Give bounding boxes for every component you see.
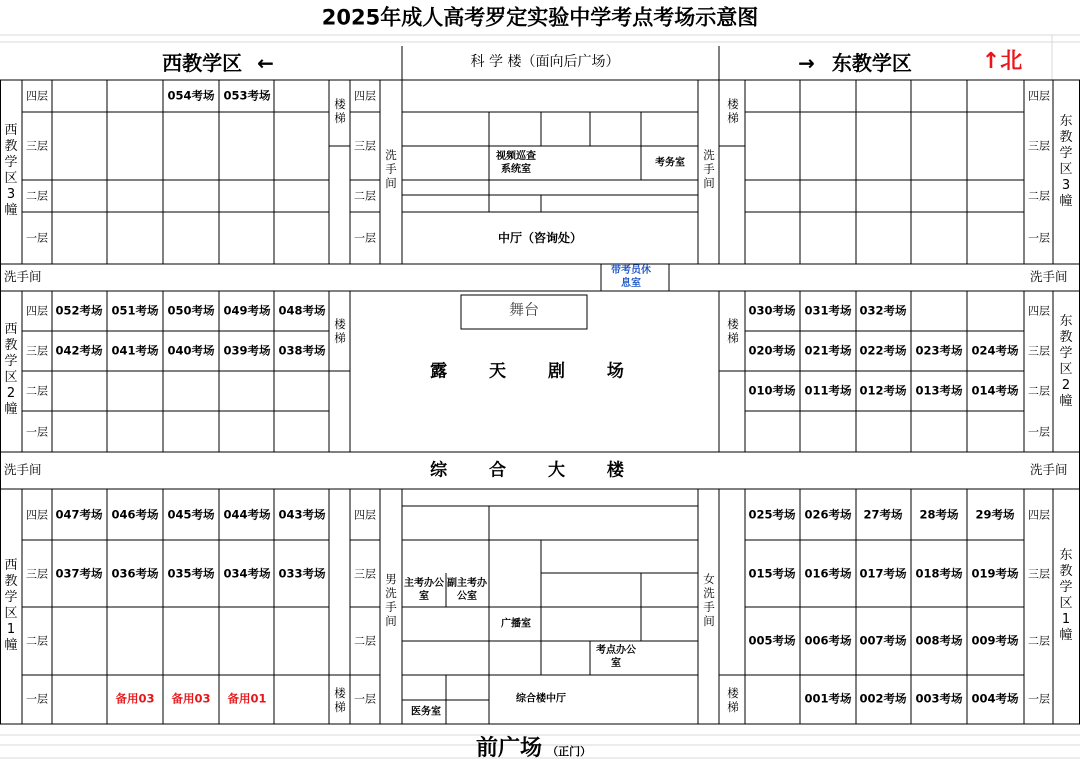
west1-inner-floor4: 四层 [354, 508, 376, 522]
exam-room: 017考场 [859, 566, 907, 581]
west2-floor4: 四层 [26, 304, 48, 318]
exam-room: 28考场 [919, 507, 959, 522]
east3-building-label: 东教学区3幢 [1059, 114, 1073, 209]
west1-inner-floor3: 三层 [354, 567, 376, 581]
exam-room: 009考场 [971, 633, 1019, 648]
east-zone-label [798, 53, 912, 73]
exam-room: 29考场 [975, 507, 1015, 522]
exam-room: 048考场 [278, 303, 326, 318]
front-square-label [476, 738, 591, 760]
west2-floor3: 三层 [26, 344, 48, 358]
east2-floor3: 三层 [1028, 344, 1050, 358]
east3-floor4: 四层 [1028, 89, 1050, 103]
east3-stairs: 楼梯 [727, 97, 739, 125]
exam-room: 001考场 [804, 691, 852, 706]
west1-floor4: 四层 [26, 508, 48, 522]
east1-floor1: 一层 [1028, 692, 1050, 706]
exam-room: 025考场 [748, 507, 796, 522]
exam-room: 008考场 [915, 633, 963, 648]
west3-inner-floor1: 一层 [354, 231, 376, 245]
east2-floor1: 一层 [1028, 425, 1050, 439]
east2-building-label: 东教学区2幢 [1059, 314, 1073, 409]
west1-floor3: 三层 [26, 567, 48, 581]
exam-room: 011考场 [804, 383, 852, 398]
exam-affairs-room: 考务室 [655, 157, 685, 169]
west2-building-label: 西教学区2幢 [4, 322, 18, 417]
west3-floor3: 三层 [26, 139, 48, 153]
west3-inner-floor4: 四层 [354, 89, 376, 103]
exam-room: 039考场 [223, 343, 271, 358]
exam-room: 005考场 [748, 633, 796, 648]
exam-room: 014考场 [971, 383, 1019, 398]
exam-room: 016考场 [804, 566, 852, 581]
west1-stairs: 楼梯 [334, 686, 346, 714]
washroom-row1-right: 洗手间 [1030, 269, 1068, 284]
male-washroom: 男洗手间 [385, 572, 397, 628]
female-washroom: 女洗手间 [703, 572, 715, 628]
west3-floor1: 一层 [26, 231, 48, 245]
exam-room: 036考场 [111, 566, 159, 581]
east3-floor2: 二层 [1028, 189, 1050, 203]
exam-room: 024考场 [971, 343, 1019, 358]
exam-room: 021考场 [804, 343, 852, 358]
exam-room: 004考场 [971, 691, 1019, 706]
west3-floor2: 二层 [26, 189, 48, 203]
exam-room: 006考场 [804, 633, 852, 648]
east1-floor3: 三层 [1028, 567, 1050, 581]
exam-room: 27考场 [863, 507, 903, 522]
exam-room: 007考场 [859, 633, 907, 648]
exam-room: 035考场 [167, 566, 215, 581]
exam-room: 051考场 [111, 303, 159, 318]
exam-room: 031考场 [804, 303, 852, 318]
medical-room: 医务室 [411, 706, 441, 718]
page-title: 2025年成人高考罗定实验中学考点考场示意图 [321, 5, 759, 30]
east2-floor2: 二层 [1028, 384, 1050, 398]
west-zone-text: 西教学区 [162, 51, 243, 75]
west3-stairs: 楼梯 [334, 97, 346, 125]
exam-room: 013考场 [915, 383, 963, 398]
chief-examiner-office: 主考办公室 [404, 578, 444, 602]
washroom-row2-right: 洗手间 [1030, 462, 1068, 477]
east2-floor4: 四层 [1028, 304, 1050, 318]
complex-central-hall: 综合楼中厅 [516, 693, 566, 705]
exam-room: 012考场 [859, 383, 907, 398]
exam-room: 045考场 [167, 507, 215, 522]
exam-room: 010考场 [748, 383, 796, 398]
science-building-label: 科 学 楼（面向后广场） [470, 54, 620, 70]
east-zone-text: 东教学区 [831, 51, 912, 75]
east3-floor1: 一层 [1028, 231, 1050, 245]
exam-room: 023考场 [915, 343, 963, 358]
west1-floor1: 一层 [26, 692, 48, 706]
exam-room: 019考场 [971, 566, 1019, 581]
west3-inner-floor3: 三层 [354, 139, 376, 153]
west3-floor4: 四层 [26, 89, 48, 103]
east1-floor2: 二层 [1028, 634, 1050, 648]
spare-room: 备用03 [115, 691, 155, 706]
science-washroom-west: 洗手间 [385, 148, 397, 190]
washroom-row1-left: 洗手间 [4, 269, 42, 284]
east-arrow-icon: → [798, 51, 815, 75]
science-washroom-east: 洗手间 [703, 148, 715, 190]
exam-room: 003考场 [915, 691, 963, 706]
exam-room: 052考场 [55, 303, 103, 318]
exam-room: 002考场 [859, 691, 907, 706]
west2-stairs: 楼梯 [334, 317, 346, 345]
west1-building-label: 西教学区1幢 [4, 558, 18, 653]
exam-room: 038考场 [278, 343, 326, 358]
west-zone-label [162, 53, 274, 73]
central-hall-info-desk: 中厅（咨询处） [497, 231, 583, 245]
exam-room: 026考场 [804, 507, 852, 522]
exam-room: 050考场 [167, 303, 215, 318]
washroom-row2-left: 洗手间 [4, 462, 42, 477]
west1-floor2: 二层 [26, 634, 48, 648]
front-square-text: 前广场 [476, 736, 543, 761]
video-patrol-room: 视频巡查系统室 [496, 151, 536, 175]
exam-room: 047考场 [55, 507, 103, 522]
exam-room: 043考场 [278, 507, 326, 522]
east1-stairs: 楼梯 [727, 686, 739, 714]
west2-floor1: 一层 [26, 425, 48, 439]
east1-floor4: 四层 [1028, 508, 1050, 522]
east2-stairs: 楼梯 [727, 317, 739, 345]
exam-room: 041考场 [111, 343, 159, 358]
exam-room: 042考场 [55, 343, 103, 358]
exam-room: 046考场 [111, 507, 159, 522]
east1-building-label: 东教学区1幢 [1059, 548, 1073, 643]
exam-room: 022考场 [859, 343, 907, 358]
west2-floor2: 二层 [26, 384, 48, 398]
complex-building: 综 合 大 楼 [430, 460, 642, 481]
main-gate-text: （正门） [547, 745, 592, 758]
deputy-examiner-office: 副主考办公室 [447, 578, 487, 602]
exam-room: 033考场 [278, 566, 326, 581]
broadcast-room: 广播室 [501, 618, 531, 630]
invigilator-lounge: 带考员休息室 [611, 265, 651, 289]
west3-building-label: 西教学区3幢 [4, 123, 18, 218]
east3-floor3: 三层 [1028, 139, 1050, 153]
room-053: 053考场 [223, 88, 271, 103]
exam-room: 037考场 [55, 566, 103, 581]
open-air-theater: 露 天 剧 场 [430, 361, 642, 382]
exam-room: 015考场 [748, 566, 796, 581]
exam-room: 032考场 [859, 303, 907, 318]
west1-inner-floor1: 一层 [354, 692, 376, 706]
exam-room: 020考场 [748, 343, 796, 358]
stage: 舞台 [508, 300, 540, 319]
spare-room: 备用01 [227, 691, 267, 706]
room-054: 054考场 [167, 88, 215, 103]
spare-room: 备用03 [171, 691, 211, 706]
exam-room: 018考场 [915, 566, 963, 581]
north-indicator: ↑北 [981, 49, 1023, 74]
exam-room: 034考场 [223, 566, 271, 581]
exam-room: 044考场 [223, 507, 271, 522]
exam-site-office: 考点办公室 [596, 645, 636, 669]
west3-inner-floor2: 二层 [354, 189, 376, 203]
west-arrow-icon: ← [257, 51, 274, 75]
exam-room: 040考场 [167, 343, 215, 358]
exam-room: 030考场 [748, 303, 796, 318]
exam-room: 049考场 [223, 303, 271, 318]
west1-inner-floor2: 二层 [354, 634, 376, 648]
